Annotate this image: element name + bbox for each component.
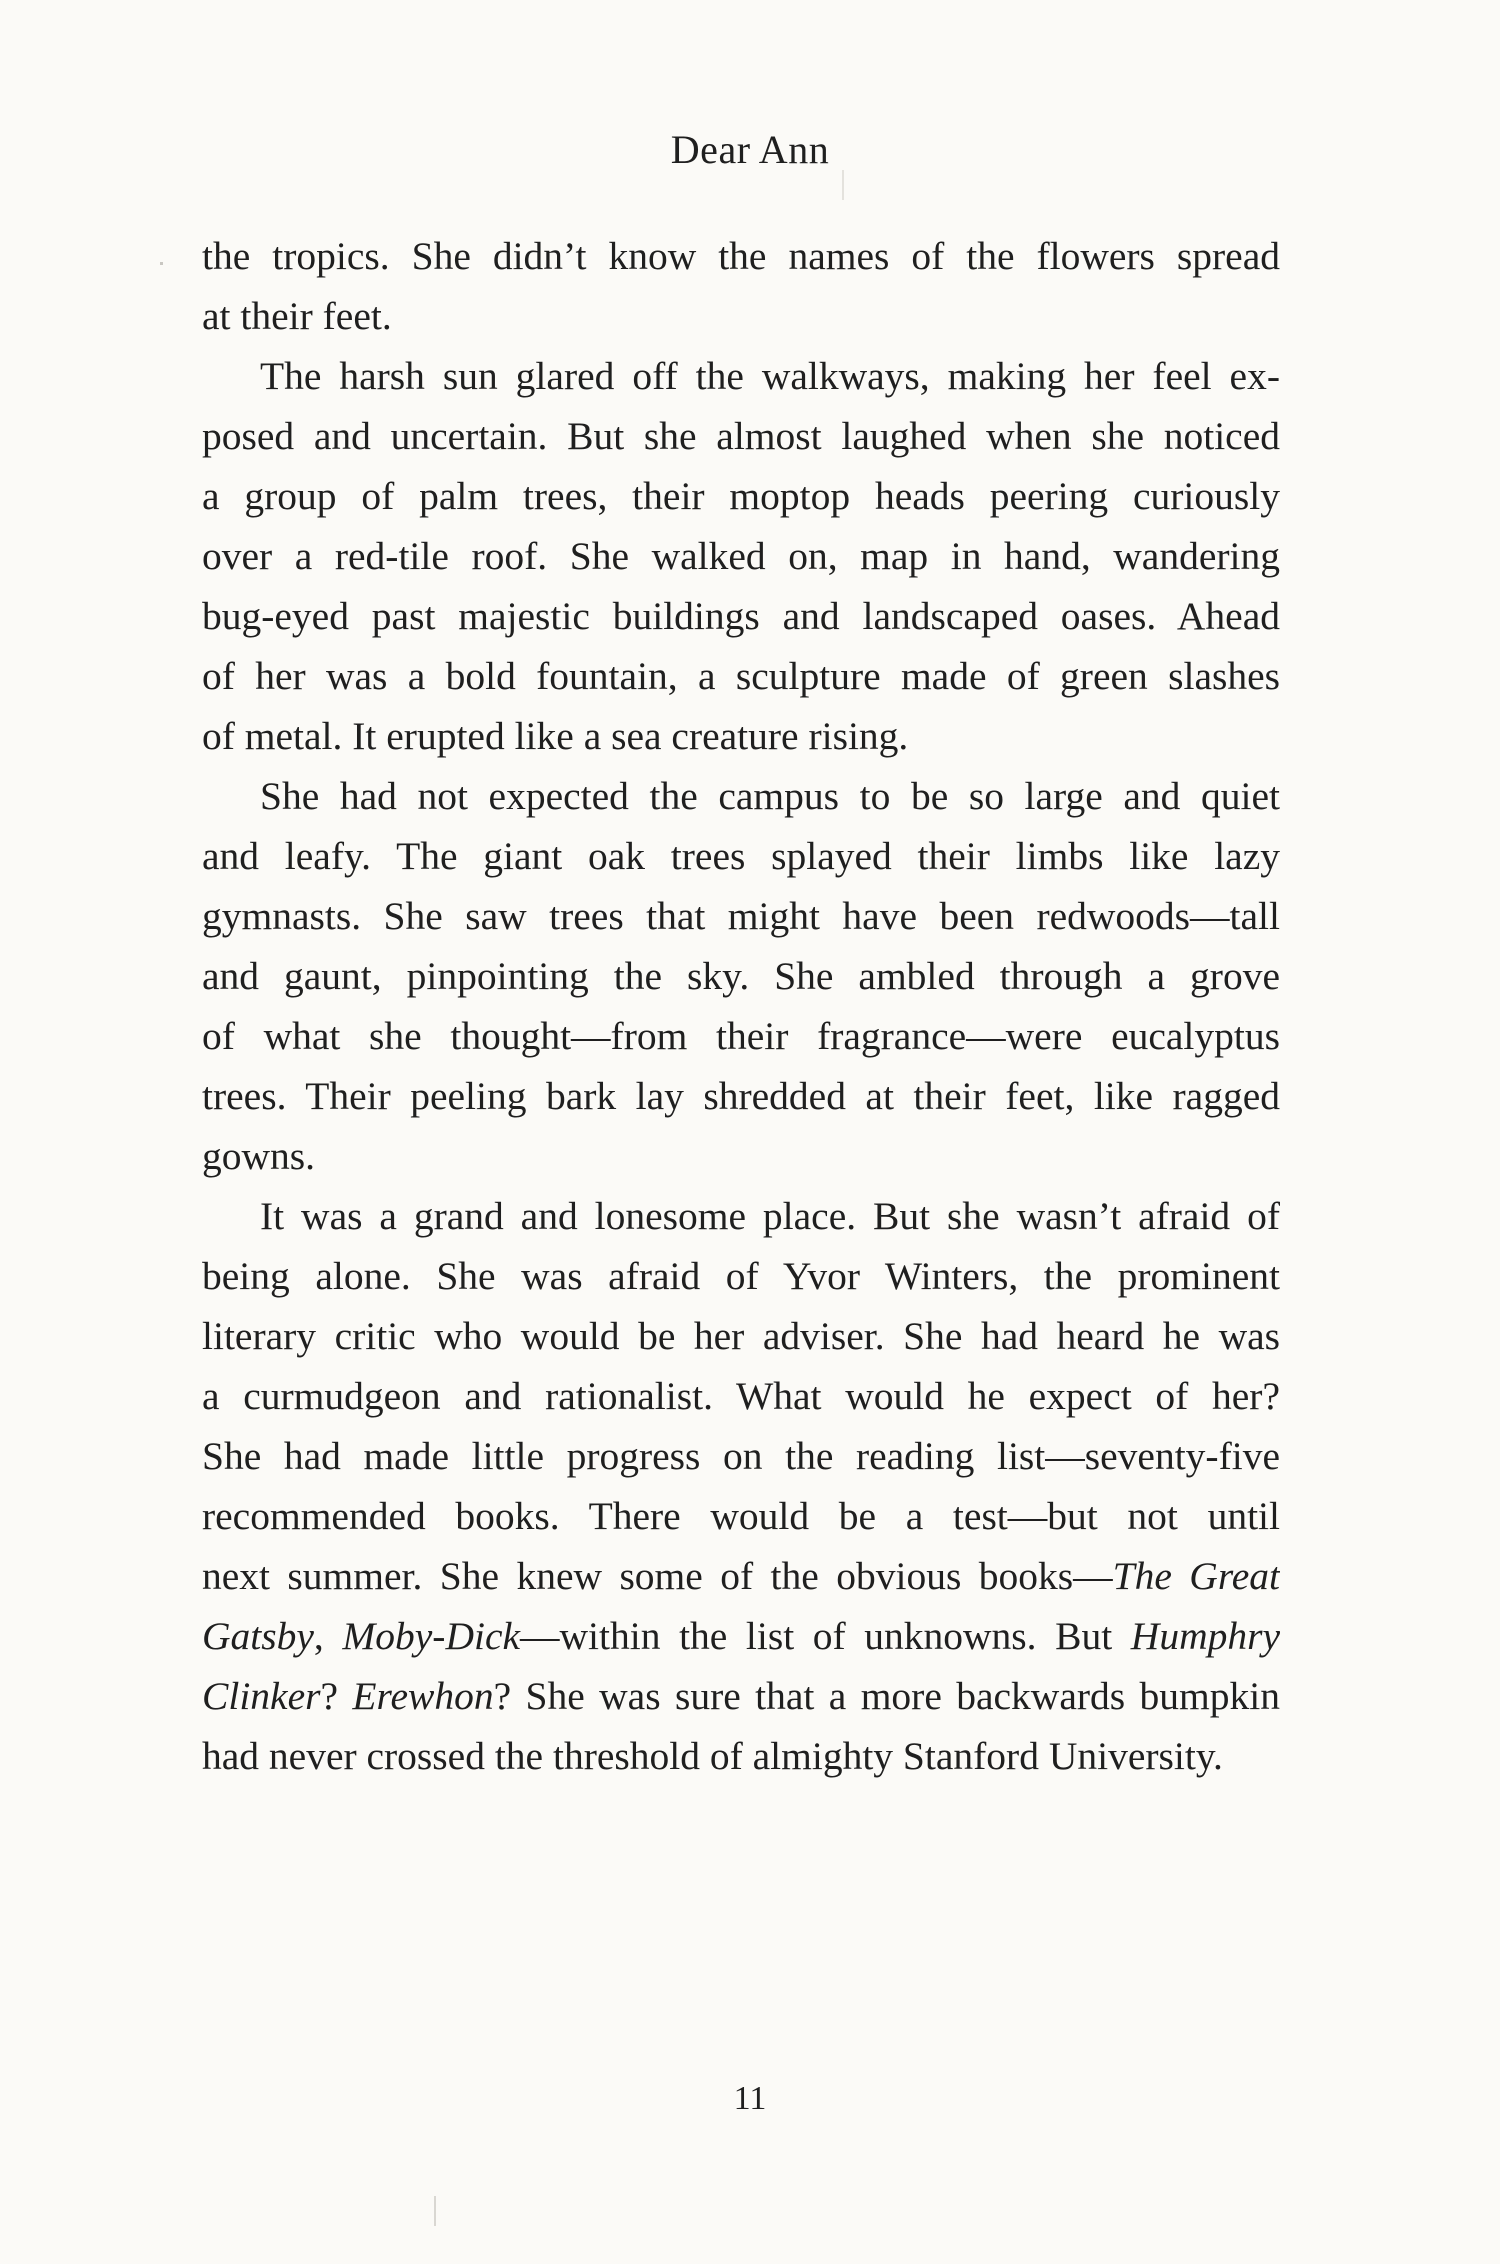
scan-speck bbox=[160, 262, 163, 265]
text-line: literary critic who would be her adviser. She had heard he was bbox=[202, 1314, 1280, 1358]
book-title-italic: Humphry bbox=[1130, 1614, 1280, 1658]
text-line: of what she thought—from their fragrance—were eucalyptus bbox=[202, 1014, 1280, 1058]
text-line: a curmudgeon and rationalist. What would he expect of her? bbox=[202, 1374, 1280, 1418]
text-line: It was a grand and lonesome place. But she wasn’t afraid of bbox=[260, 1194, 1280, 1238]
text-line: the tropics. She didn’t know the names of the flowers spread bbox=[202, 234, 1280, 278]
text-line: She had not expected the campus to be so large and quiet bbox=[260, 774, 1280, 818]
text-line bbox=[202, 1666, 1280, 1726]
text-line: gowns. bbox=[202, 1134, 316, 1178]
text-run: next summer. She knew some of the obvious books— bbox=[202, 1554, 1113, 1598]
text-line: and leafy. The giant oak trees splayed their limbs like lazy bbox=[202, 834, 1280, 878]
text-line bbox=[202, 1606, 1280, 1666]
text-line: She had made little progress on the reading list—seventy-five bbox=[202, 1434, 1280, 1478]
text-line: had never crossed the threshold of almighty Stanford University. bbox=[202, 1734, 1223, 1778]
text-line: The harsh sun glared off the walkways, making her feel ex- bbox=[260, 354, 1280, 398]
book-title-italic: The Great bbox=[1112, 1554, 1280, 1598]
text-line bbox=[202, 1546, 1280, 1606]
text-line: of her was a bold fountain, a sculpture made of green slashes bbox=[202, 654, 1280, 698]
page-number: 11 bbox=[733, 2080, 767, 2117]
text-line: of metal. It erupted like a sea creature rising. bbox=[202, 714, 909, 758]
text-run: , bbox=[313, 1614, 343, 1658]
book-title-italic: Clinker bbox=[202, 1674, 321, 1718]
running-head: Dear Ann bbox=[670, 127, 830, 172]
book-title-italic: Moby-Dick bbox=[342, 1614, 521, 1658]
text-line: posed and uncertain. But she almost laughed when she noticed bbox=[202, 414, 1280, 458]
text-line: being alone. She was afraid of Yvor Winters, the prominent bbox=[202, 1254, 1280, 1298]
text-line: at their feet. bbox=[202, 294, 392, 338]
scan-speck bbox=[842, 170, 844, 200]
scan-speck bbox=[434, 2196, 436, 2226]
book-title-italic: Erewhon bbox=[352, 1674, 494, 1718]
text-run: —within the list of unknowns. But bbox=[520, 1614, 1131, 1658]
text-line: trees. Their peeling bark lay shredded at their feet, like ragged bbox=[202, 1074, 1280, 1118]
text-line: a group of palm trees, their moptop heads peering curiously bbox=[202, 474, 1280, 518]
text-line: gymnasts. She saw trees that might have been redwoods—tall bbox=[202, 894, 1280, 938]
text-run: ? She was sure that a more backwards bumpkin bbox=[493, 1674, 1280, 1718]
text-line: over a red-tile roof. She walked on, map in hand, wandering bbox=[202, 534, 1280, 578]
text-line: recommended books. There would be a test—but not until bbox=[202, 1494, 1280, 1538]
book-title-italic: Gatsby bbox=[202, 1614, 314, 1658]
text-line: bug-eyed past majestic buildings and landscaped oases. Ahead bbox=[202, 594, 1280, 638]
text-run: ? bbox=[320, 1674, 353, 1718]
body-text bbox=[202, 226, 1280, 1786]
text-line: and gaunt, pinpointing the sky. She ambled through a grove bbox=[202, 954, 1280, 998]
